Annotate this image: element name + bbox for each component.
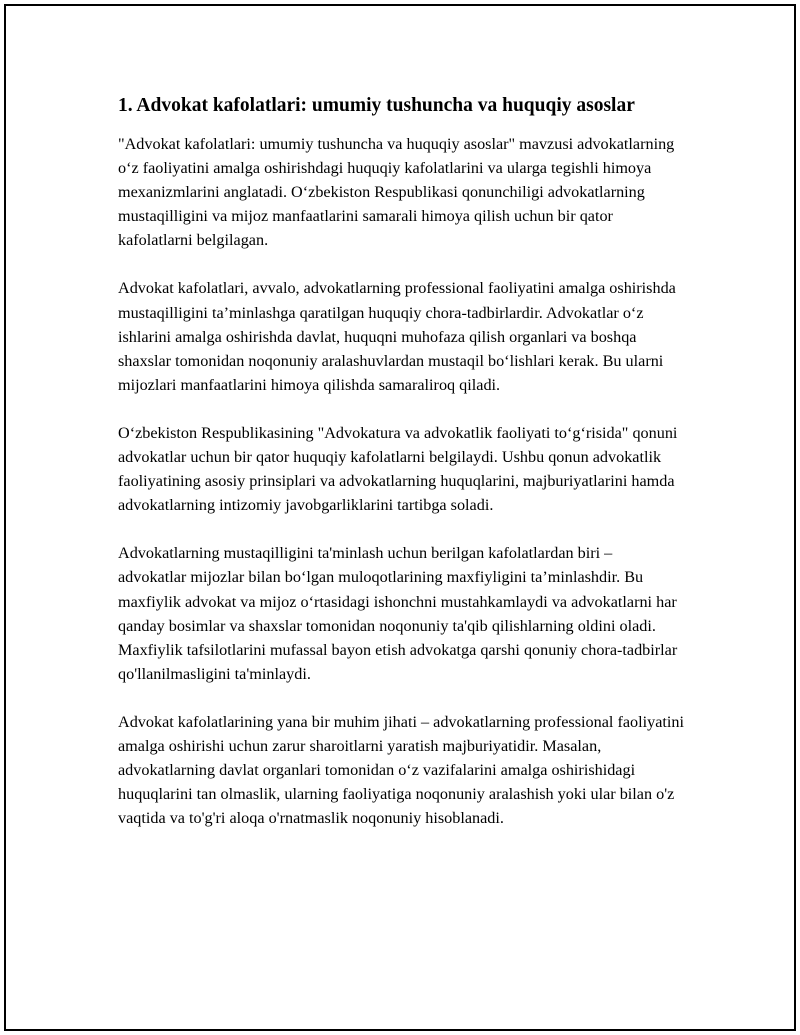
paragraph-3: O‘zbekiston Respublikasining "Advokatura va advokatlik faoliyati to‘g‘risida" qonuni advokatlar uchun bir qator huquqiy kafolatlarni belgilaydi. Ushbu qonun advokatlik faoliyatining asosiy prinsiplari va advokatlarning huquqlarini, majburiyatlarini hamda advokatlarning intizomiy javobgarliklarini tartibga soladi. xyxy=(118,423,678,515)
paragraph-5: Advokat kafolatlarining yana bir muhim jihati – advokatlarning professional faoliyatini amalga oshirishi uchun zarur sharoitlarni yaratish majburiyatidir. Masalan, advokatlarning davlat organlari tomonidan o‘z vazifalarini amalga oshirishidagi huquqlarini tan olmaslik, ularning faoliyatiga noqonuniy aralashish yoki ular bilan o'z vaqtida va to'g'ri aloqa o'rnatmaslik noqonuniy hisoblanadi. xyxy=(118,712,684,828)
document-body xyxy=(118,94,684,854)
paragraph-1: "Advokat kafolatlari: umumiy tushuncha va huquqiy asoslar" mavzusi advokatlarning o‘z faoliyatini amalga oshirishdagi huquqiy kafolatlarini va ularga tegishli himoya mexanizmlarini anglatadi. O‘zbekiston Respublikasi qonunchiligi advokatlarning mustaqilligini va mijoz manfaatlarini samarali himoya qilish uchun bir qator kafolatlarni belgilagan. xyxy=(118,135,675,250)
paragraph-2: Advokat kafolatlari, avvalo, advokatlarning professional faoliyatini amalga oshirishda mustaqilligini ta’minlashga qaratilgan huquqiy chora-tadbirlardir. Advokatlar o‘z ishlarini amalga oshirishda davlat, huquqni muhofaza qilish organlari va boshqa shaxslar tomonidan noqonuniy aralashuvlardan mustaqil bo‘lishlari kerak. Bu ularni mijozlari manfaatlarini himoya qilishda samaraliroq qiladi. xyxy=(118,279,676,394)
section-heading: 1. Advokat kafolatlari: umumiy tushuncha va huquqiy asoslar xyxy=(118,95,635,116)
paragraph-4: Advokatlarning mustaqilligini ta'minlash uchun berilgan kafolatlardan biri – advokatlar mijozlar bilan bo‘lgan muloqotlarining maxfiyligini ta’minlashdir. Bu maxfiylik advokat va mijoz o‘rtasidagi ishonchni mustahkamlaydi va advokatlarni har qanday bosimlar va shaxslar tomonidan noqonuniy ta'qib qilishlarning oldini oladi. Maxfiylik tafsilotlarini mufassal bayon etish advokatga qarshi qonuniy chora-tadbirlar qo'llanilmasligini ta'minlaydi. xyxy=(118,544,678,683)
